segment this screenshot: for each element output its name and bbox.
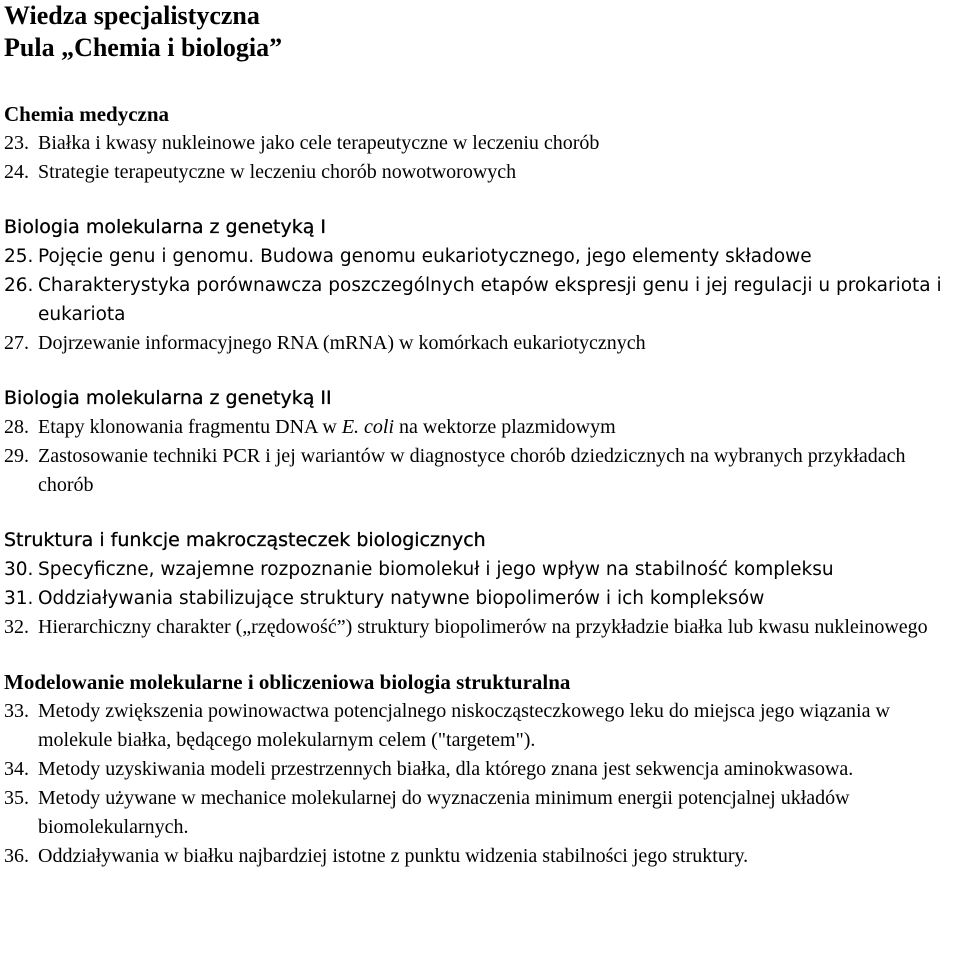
section-heading: Struktura i funkcje makrocząsteczek biologicznych bbox=[4, 529, 486, 551]
item-text-part: Etapy klonowania fragmentu DNA w bbox=[38, 416, 342, 438]
list-item bbox=[4, 842, 954, 871]
item-number: 34. bbox=[4, 758, 29, 780]
section-biologia-molekularna-2 bbox=[4, 384, 954, 500]
pool-title: Pula „Chemia i biologia” bbox=[4, 33, 283, 62]
item-number: 35. bbox=[4, 787, 29, 809]
section-heading: Biologia molekularna z genetyką II bbox=[4, 387, 332, 409]
item-number: 24. bbox=[4, 161, 29, 183]
document bbox=[4, 0, 954, 871]
item-number: 30. bbox=[4, 559, 34, 580]
item-text: Oddziaływania w białku najbardziej istotne z punktu widzenia stabilności jego struktury. bbox=[38, 845, 749, 867]
section-heading: Modelowanie molekularne i obliczeniowa biologia strukturalna bbox=[4, 670, 571, 694]
item-number: 26. bbox=[4, 275, 34, 296]
list-item bbox=[4, 271, 954, 329]
section-heading: Chemia medyczna bbox=[4, 102, 170, 126]
item-number: 33. bbox=[4, 700, 29, 722]
list-item bbox=[4, 158, 954, 187]
item-text: Strategie terapeutyczne w leczeniu chorób nowotworowych bbox=[38, 161, 517, 183]
item-text: Metody uzyskiwania modeli przestrzennych białka, dla którego znana jest sekwencja aminokwasowa. bbox=[38, 758, 854, 780]
item-number: 32. bbox=[4, 616, 29, 638]
item-number: 36. bbox=[4, 845, 29, 867]
item-text bbox=[38, 413, 954, 442]
item-number: 23. bbox=[4, 132, 29, 154]
item-text: Hierarchiczny charakter („rzędowość”) struktury biopolimerów na przykładzie białka lub kwasu nukleinowego bbox=[38, 616, 928, 638]
list-item bbox=[4, 784, 954, 842]
species-name: E. coli bbox=[341, 416, 395, 438]
section-heading: Biologia molekularna z genetyką I bbox=[4, 216, 327, 238]
section-chemia-medyczna bbox=[4, 100, 954, 187]
list-item bbox=[4, 413, 954, 442]
item-text: Specyficzne, wzajemne rozpoznanie biomolekuł i jego wpływ na stabilność kompleksu bbox=[38, 559, 834, 580]
section-struktura-makroczasteczek bbox=[4, 526, 954, 642]
item-number: 27. bbox=[4, 332, 29, 354]
document-title: Wiedza specjalistyczna bbox=[4, 1, 260, 30]
item-text: Oddziaływania stabilizujące struktury natywne biopolimerów i ich kompleksów bbox=[38, 588, 765, 609]
list-item bbox=[4, 442, 954, 500]
list-item bbox=[4, 755, 954, 784]
section-modelowanie-molekularne bbox=[4, 668, 954, 871]
item-text: Białka i kwasy nukleinowe jako cele terapeutyczne w leczeniu chorób bbox=[38, 132, 600, 154]
item-text: Dojrzewanie informacyjnego RNA (mRNA) w komórkach eukariotycznych bbox=[38, 332, 646, 354]
item-number: 31. bbox=[4, 588, 34, 609]
item-text: Zastosowanie techniki PCR i jej wariantów w diagnostyce chorób dziedzicznych na wybranych przykładach chorób bbox=[38, 445, 906, 496]
item-number: 28. bbox=[4, 416, 29, 438]
item-text: Charakterystyka porównawcza poszczególnych etapów ekspresji genu i jej regulacji u prokariota i eukariota bbox=[38, 275, 942, 325]
list-item bbox=[4, 555, 954, 584]
item-number: 25. bbox=[4, 246, 34, 267]
list-item bbox=[4, 613, 954, 642]
item-text: Pojęcie genu i genomu. Budowa genomu eukariotycznego, jego elementy składowe bbox=[38, 246, 812, 267]
list-item bbox=[4, 242, 954, 271]
item-number: 29. bbox=[4, 445, 29, 467]
item-text: Metody używane w mechanice molekularnej do wyznaczenia minimum energii potencjalnej układów biomolekularnych. bbox=[38, 787, 850, 838]
item-text: Metody zwiększenia powinowactwa potencjalnego niskocząsteczkowego leku do miejsca jego wiązania w molekule białka, będącego molekularnym celem ("targetem"). bbox=[38, 700, 890, 751]
item-text-part: na wektorze plazmidowym bbox=[394, 416, 616, 438]
list-item bbox=[4, 584, 954, 613]
section-biologia-molekularna-1 bbox=[4, 213, 954, 358]
list-item bbox=[4, 329, 954, 358]
list-item bbox=[4, 129, 954, 158]
list-item bbox=[4, 697, 954, 755]
